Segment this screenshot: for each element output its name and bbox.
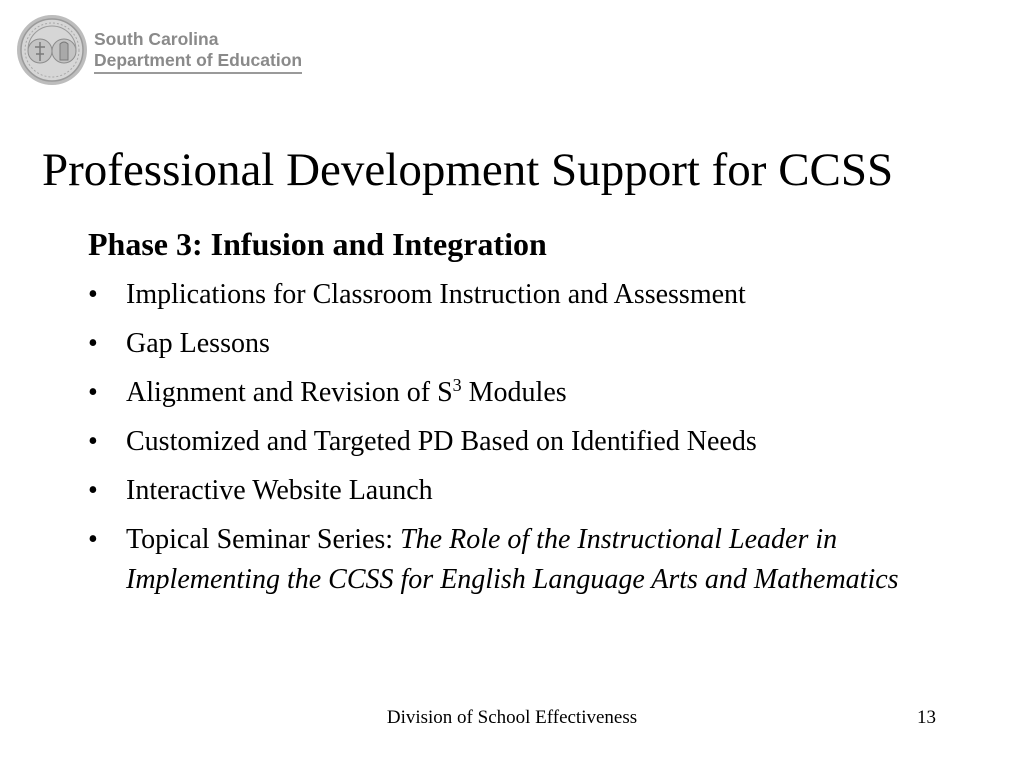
bullet-marker: •: [88, 328, 98, 359]
bullet-text: Interactive Website Launch: [126, 475, 433, 506]
page-number: 13: [917, 707, 936, 728]
logo-divider: [94, 72, 302, 74]
bullet-item-website-launch: [88, 471, 948, 511]
bullet-item-seminar-series: [88, 520, 906, 600]
bullet-text-prefix: Topical Seminar Series:: [126, 524, 401, 555]
bullet-list: [88, 275, 948, 600]
slide-body: [88, 222, 948, 609]
superscript-three: 3: [452, 375, 462, 395]
bullet-marker: •: [88, 426, 98, 457]
bullet-item-alignment: [88, 373, 948, 413]
bullet-text: Implications for Classroom Instruction and Assessment: [126, 279, 746, 310]
logo-line-department: Department of Education: [94, 50, 303, 70]
bullet-marker: •: [88, 524, 98, 555]
slide-title: Professional Development Support for CCSS: [42, 144, 894, 196]
bullet-item-gap-lessons: [88, 324, 948, 364]
state-seal-icon: [16, 14, 88, 86]
logo-line-state: South Carolina: [94, 29, 219, 49]
bullet-item-implications: [88, 275, 948, 315]
footer-division: Division of School Effectiveness: [386, 707, 638, 728]
bullet-text: Customized and Targeted PD Based on Identified Needs: [126, 426, 757, 457]
bullet-marker: •: [88, 377, 98, 408]
bullet-marker: •: [88, 475, 98, 506]
bullet-item-customized-pd: [88, 422, 948, 462]
phase-heading: Phase 3: Infusion and Integration: [88, 226, 547, 262]
bullet-marker: •: [88, 279, 98, 310]
bullet-text: Gap Lessons: [126, 328, 270, 359]
bullet-text-suffix: Modules: [461, 377, 567, 408]
seminar-title: The Role of the Instructional Leader in Implementing the CCSS for English Language Arts and Mathematics: [126, 524, 899, 595]
bullet-text-prefix: Alignment and Revision of S: [126, 377, 453, 408]
logo-wordmark: [94, 29, 302, 71]
sc-department-of-education-logo: [14, 12, 314, 90]
